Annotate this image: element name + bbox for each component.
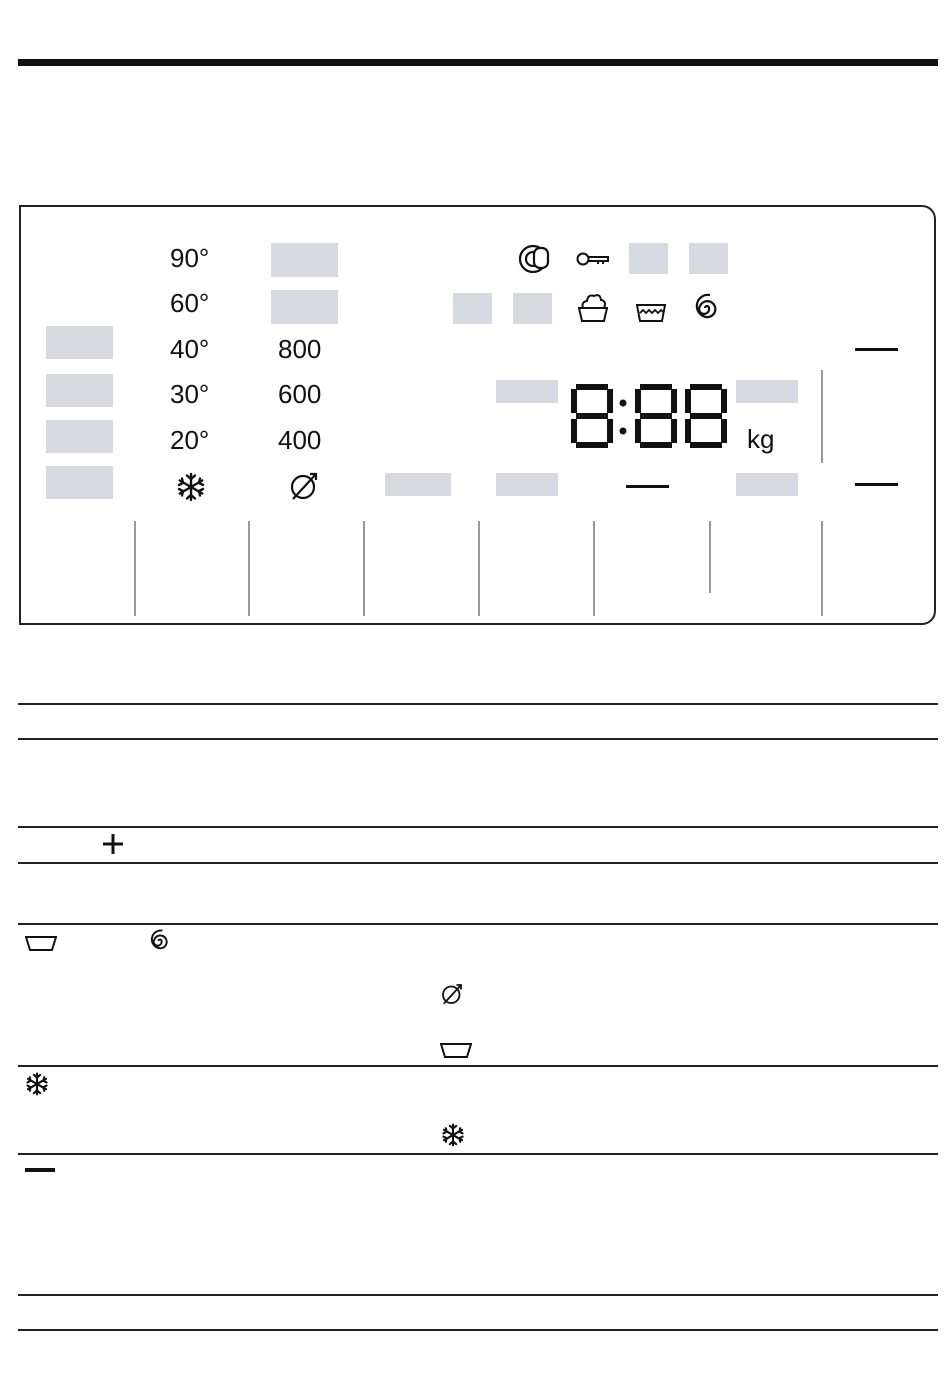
- table-rule: [18, 738, 938, 740]
- indicator-box: [46, 326, 113, 359]
- temp-label-40: 40°: [170, 334, 210, 364]
- table-rule: [18, 1065, 938, 1067]
- weight-unit-label: kg: [747, 424, 775, 454]
- minus-icon: [25, 1168, 55, 1172]
- table-rule: [18, 1153, 938, 1155]
- spin-label-800: 800: [278, 334, 322, 364]
- indicator-box: [453, 293, 492, 324]
- table-rule: [18, 1329, 938, 1331]
- drum-clean-icon: [518, 243, 552, 275]
- button-separator: [709, 521, 711, 593]
- rinse-icon: [634, 300, 668, 324]
- button-separator: [363, 521, 365, 616]
- indicator-box: [629, 243, 668, 274]
- no-spin-icon: [440, 982, 464, 1006]
- button-separator: [821, 521, 823, 616]
- spin-icon: [692, 293, 722, 323]
- key-lock-icon: [576, 250, 610, 268]
- page-header-rule: [18, 59, 938, 66]
- indicator-dash: [855, 348, 898, 351]
- indicator-box: [513, 293, 552, 324]
- table-rule: [18, 826, 938, 828]
- temp-label-20: 20°: [170, 425, 210, 455]
- indicator-box: [496, 380, 558, 403]
- no-spin-icon: [288, 470, 320, 502]
- snowflake-icon: [441, 1123, 465, 1147]
- plus-icon: [101, 832, 125, 856]
- basin-icon: [24, 934, 58, 952]
- table-rule: [18, 862, 938, 864]
- indicator-box: [271, 243, 338, 277]
- indicator-box: [736, 380, 798, 403]
- table-rule: [18, 1294, 938, 1296]
- indicator-box: [271, 290, 338, 324]
- indicator-box: [46, 374, 113, 407]
- table-rule: [18, 923, 938, 925]
- prewash-icon: [576, 292, 610, 324]
- indicator-box: [496, 473, 558, 496]
- temp-label-30: 30°: [170, 379, 210, 409]
- indicator-dash: [855, 483, 898, 486]
- table-rule: [18, 703, 938, 705]
- indicator-box: [689, 243, 728, 274]
- spin-label-600: 600: [278, 379, 322, 409]
- spin-icon: [148, 929, 172, 953]
- button-separator: [478, 521, 480, 616]
- indicator-dash: [626, 485, 669, 488]
- snowflake-icon: [176, 472, 206, 502]
- temp-label-90: 90°: [170, 243, 210, 273]
- temp-label-60: 60°: [170, 288, 210, 318]
- basin-icon: [439, 1041, 473, 1059]
- spin-label-400: 400: [278, 425, 322, 455]
- button-separator: [593, 521, 595, 616]
- button-separator: [248, 521, 250, 616]
- snowflake-icon: [25, 1072, 49, 1096]
- button-separator: [134, 521, 136, 616]
- column-separator: [821, 370, 823, 463]
- indicator-box: [385, 473, 451, 496]
- indicator-box: [46, 420, 113, 453]
- indicator-box: [736, 473, 798, 496]
- seven-segment-display: [570, 383, 730, 449]
- indicator-box: [46, 466, 113, 499]
